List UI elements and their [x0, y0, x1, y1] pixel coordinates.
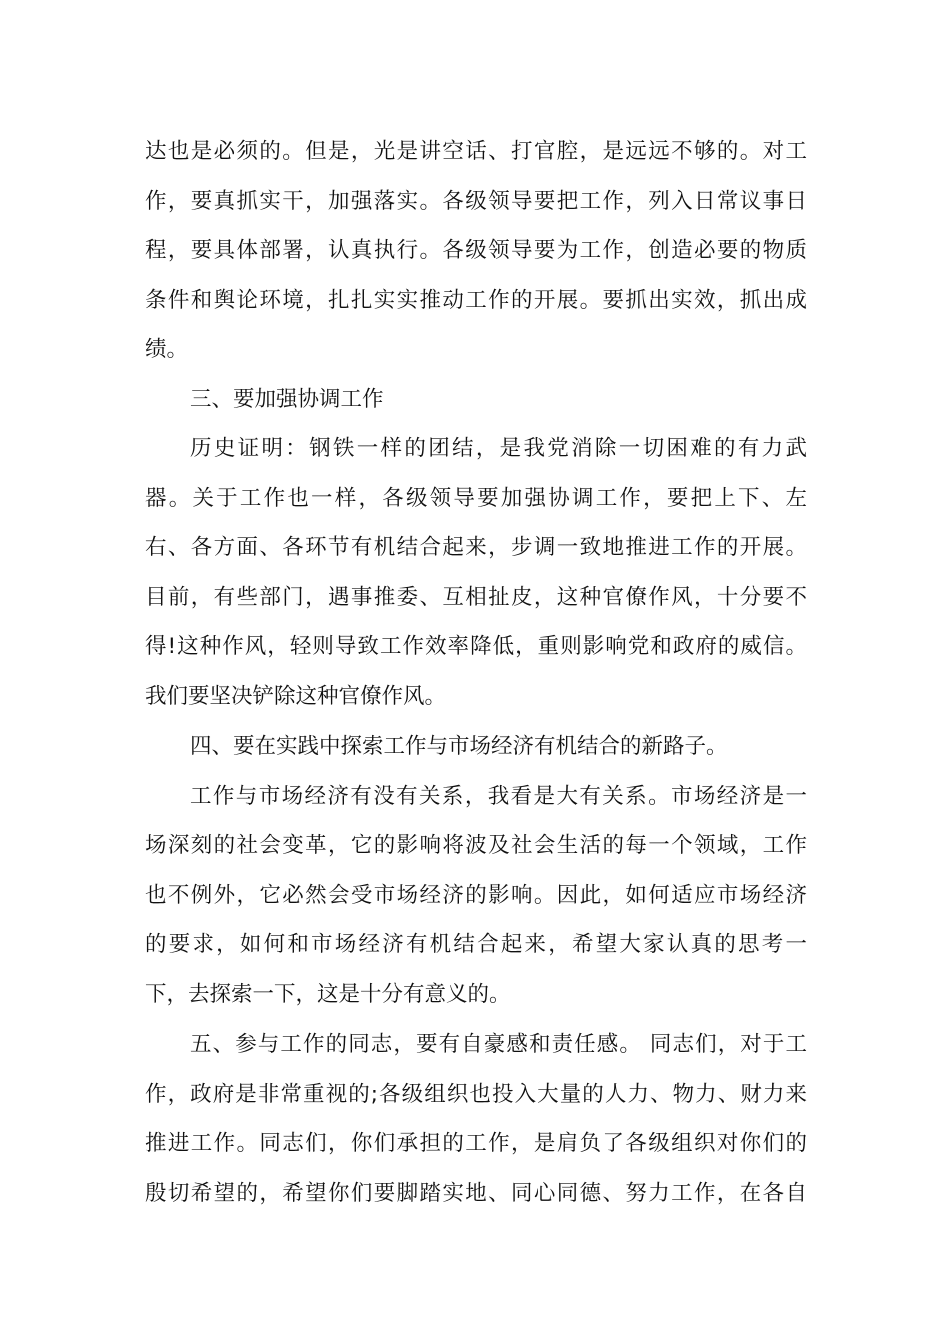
text-line-18: 下，去探索一下，这是十分有意义的。	[145, 982, 511, 1007]
text-line-15: 场深刻的社会变革，它的影响将波及社会生活的每一个领域，工作	[145, 833, 807, 858]
text-line-11: 得!这种作风，轻则导致工作效率降低，重则影响党和政府的威信。	[145, 634, 807, 659]
section-heading-3: 三、要加强协调工作	[190, 387, 384, 412]
text-line-4: 条件和舆论环境，扎扎实实推动工作的开展。要抓出实效，抓出成	[145, 288, 807, 313]
text-line-12: 我们要坚决铲除这种官僚作风。	[145, 684, 447, 709]
text-line-7: 历史证明：钢铁一样的团结，是我党消除一切困难的有力武	[190, 436, 807, 461]
text-line-10: 目前，有些部门，遇事推委、互相扯皮，这种官僚作风，十分要不	[145, 585, 807, 610]
section-heading-5: 五、参与工作的同志，要有自豪感和责任感。 同志们，对于工	[190, 1032, 807, 1057]
text-line-2: 作，要真抓实干，加强落实。各级领导要把工作，列入日常议事日	[145, 189, 807, 214]
text-line-9: 右、各方面、各环节有机结合起来，步调一致地推进工作的开展。	[145, 535, 807, 560]
text-line-16: 也不例外，它必然会受市场经济的影响。因此，如何适应市场经济	[145, 883, 807, 908]
text-line-22: 殷切希望的，希望你们要脚踏实地、同心同德、努力工作，在各自	[145, 1181, 807, 1206]
text-line-17: 的要求，如何和市场经济有机结合起来，希望大家认真的思考一	[145, 932, 807, 957]
text-line-21: 推进工作。同志们，你们承担的工作，是肩负了各级组织对你们的	[145, 1131, 807, 1156]
text-line-8: 器。关于工作也一样，各级领导要加强协调工作，要把上下、左	[145, 486, 807, 511]
section-heading-4: 四、要在实践中探索工作与市场经济有机结合的新路子。	[190, 734, 728, 759]
text-line-5: 绩。	[145, 337, 189, 362]
text-line-20: 作，政府是非常重视的;各级组织也投入大量的人力、物力、财力来	[145, 1082, 807, 1107]
text-line-14: 工作与市场经济有没有关系，我看是大有关系。市场经济是一	[190, 784, 807, 809]
text-line-3: 程，要具体部署，认真执行。各级领导要为工作，创造必要的物质	[145, 238, 807, 263]
text-line-1: 达也是必须的。但是，光是讲空话、打官腔，是远远不够的。对工	[145, 139, 807, 164]
